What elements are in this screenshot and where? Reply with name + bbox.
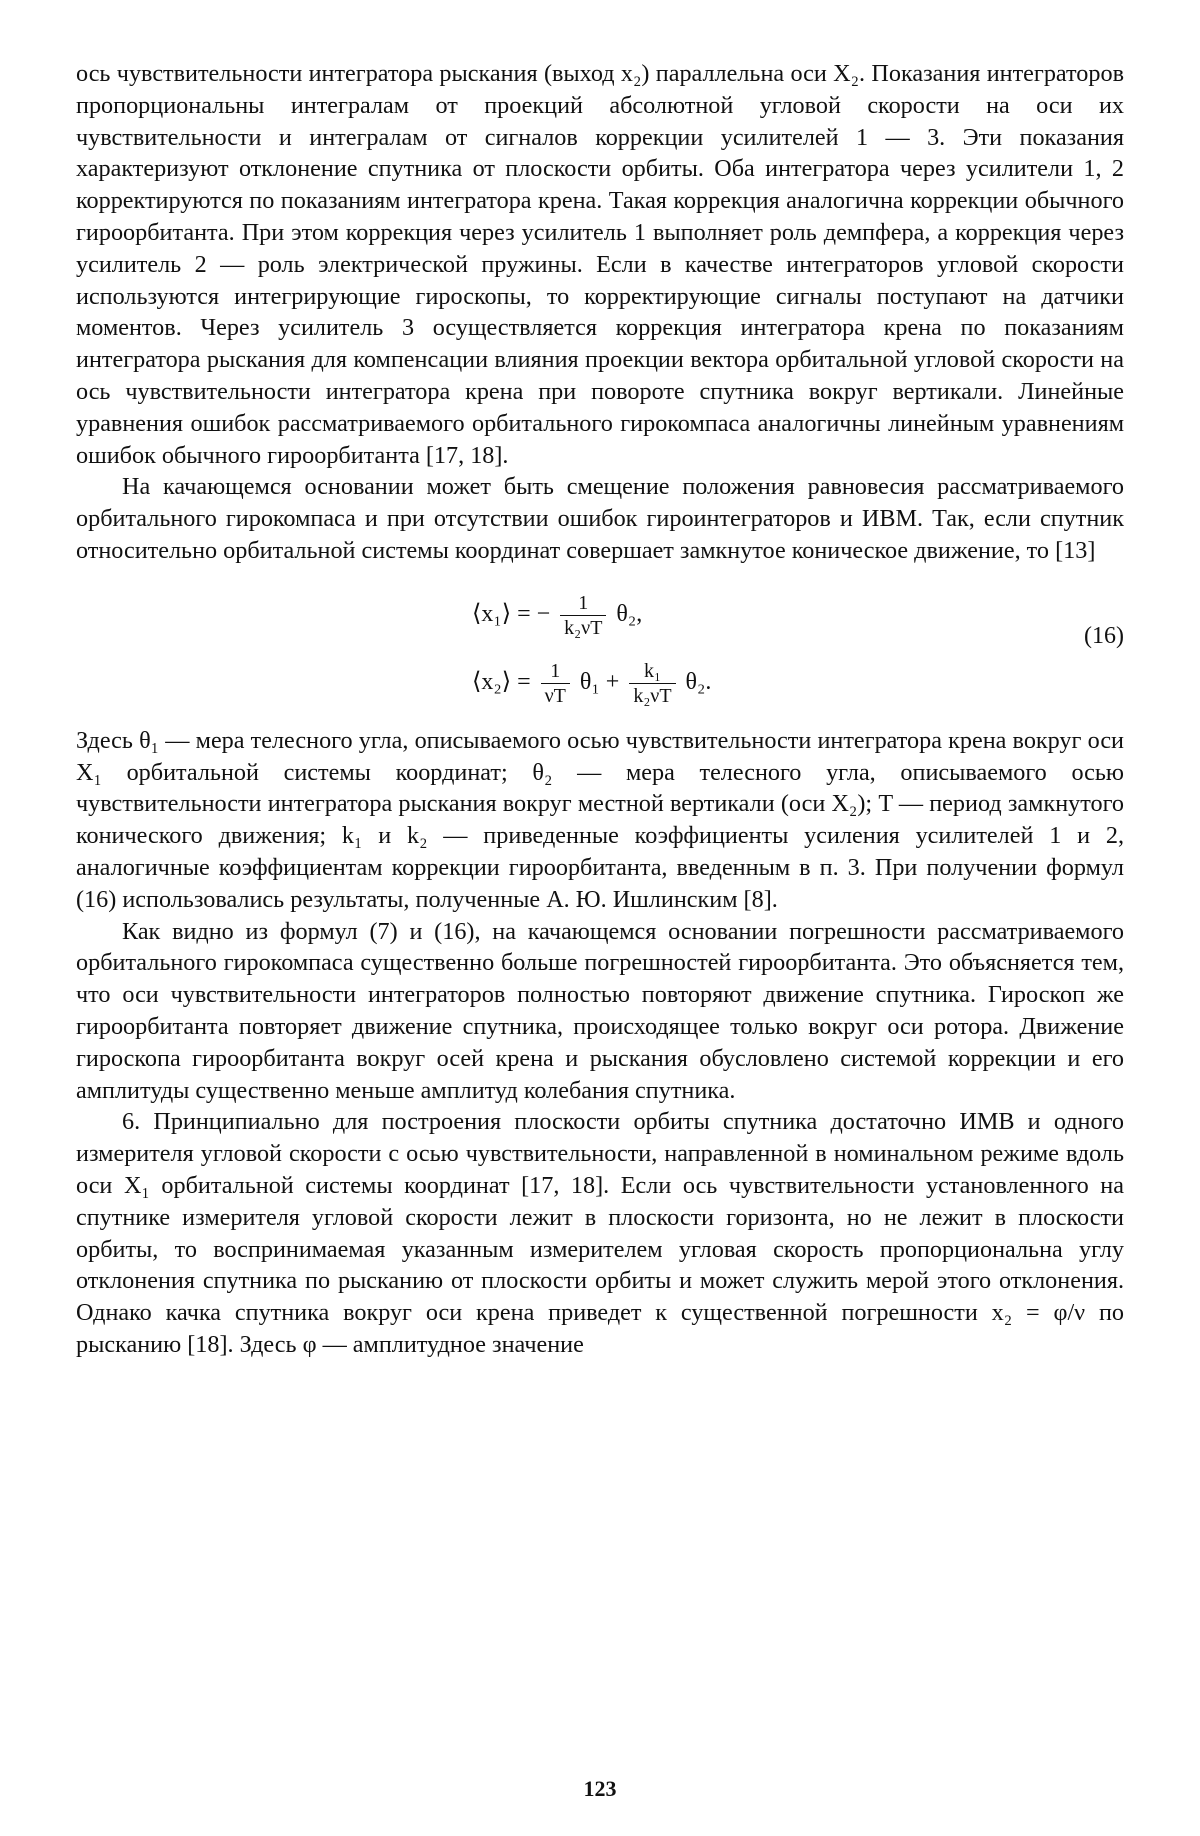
formula-2-denominator-1: νT (544, 684, 566, 707)
page-body (76, 58, 1124, 1361)
formula-2-numerator-2: k₁ (629, 659, 675, 684)
equation-number: (16) (1084, 622, 1124, 649)
page-number: 123 (583, 1776, 617, 1801)
formula-1-numerator: 1 (560, 591, 606, 616)
formula-2-mid: θ₁ + (579, 668, 620, 695)
formula-2-numerator-1: 1 (541, 659, 570, 684)
formula-1-lhs: ⟨x₁⟩ = − (472, 600, 551, 627)
paragraph-3: Здесь θ₁ — мера телесного угла, описываемого осью чувствительности интегратора крена вокруг оси X₁ орбитальной системы координат; θ₂ — мера телесного угла, описываемого осью чувствительности интегратора рыскания вокруг местной вертикали (оси X₂); T — период замкнутого конического движения; k₁ и k₂ — приведенные коэффициенты усиления усилителей 1 и 2, аналогичные коэффициентам коррекции гироорбитанта, введенным в п. 3. При получении формул (16) использовались результаты, полученные А. Ю. Ишлинским [8]. (76, 726, 1124, 913)
formula-line-2 (472, 659, 711, 708)
paragraph-1: ось чувствительности интегратора рыскания (выход x₂) параллельна оси X₂. Показания интеграторов пропорциональны интегралам от проекций абсолютной угловой скорости на оси их чувствительности и интегралам от сигналов коррекции усилителей 1 — 3. Эти показания характеризуют отклонение спутника от плоскости орбиты. Оба интегратора через усилители 1, 2 корректируются по показаниям интегратора крена. Такая коррекция аналогична коррекции обычного гироорбитанта. При этом коррекция через усилитель 1 выполняет роль демпфера, а коррекция через усилитель 2 — роль электрической пружины. Если в качестве интеграторов угловой скорости используются интегрирующие гироскопы, то корректирующие сигналы поступают на датчики моментов. Через усилитель 3 осуществляется коррекция интегратора крена по показаниям интегратора рыскания для компенсации влияния проекции вектора орбитальной угловой скорости на ось чувствительности интегратора крена при повороте спутника вокруг вертикали. Линейные уравнения ошибок рассматриваемого орбитального гирокомпаса аналогичны линейным уравнениям ошибок обычного гироорбитанта [17, 18]. (76, 60, 1124, 469)
formula-2-lhs: ⟨x₂⟩ = (472, 668, 531, 695)
formula-2-tail: θ₂. (685, 668, 712, 695)
formula-line-1 (472, 591, 642, 640)
paragraph-4: Как видно из формул (7) и (16), на качающемся основании погрешности рассматриваемого орбитального гирокомпаса существенно больше погрешностей гироорбитанта. Это объясняется тем, что оси чувствительности интеграторов полностью повторяют движение спутника. Гироскоп же гироорбитанта повторяет движение спутника, происходящее только вокруг оси ротора. Движение гироскопа гироорбитанта вокруг осей крена и рыскания обусловлено системой коррекции и его амплитуды существенно меньше амплитуд колебания спутника. (76, 917, 1124, 1104)
formula-16 (76, 571, 1124, 719)
formula-2-fraction-2 (629, 659, 675, 708)
formula-1-fraction (560, 591, 606, 640)
paragraph-5: 6. Принципиально для построения плоскости орбиты спутника достаточно ИМВ и одного измерителя угловой скорости с осью чувствительности, направленной в номинальном режиме вдоль оси X₁ орбитальной системы координат [17, 18]. Если ось чувствительности установленного на спутнике измерителя угловой скорости лежит в плоскости горизонта, но не лежит в плоскости орбиты, то воспринимаемая указанным измерителем угловая скорость пропорциональна углу отклонения спутника по рысканию от плоскости орбиты и может служить мерой этого отклонения. Однако качка спутника вокруг оси крена приведет к существенной погрешности x₂ = φ/ν по рысканию [18]. Здесь φ — амплитудное значение (76, 1108, 1124, 1358)
paragraph-2: На качающемся основании может быть смещение положения равновесия рассматриваемого орбитального гирокомпаса и при отсутствии ошибок гироинтеграторов и ИВМ. Так, если спутник относительно орбитальной системы координат совершает замкнутое коническое движение, то [13] (76, 473, 1124, 564)
formula-1-tail: θ₂, (616, 600, 643, 627)
formula-1-denominator: k₂νT (564, 616, 603, 639)
formula-2-fraction-1 (541, 659, 570, 708)
formula-2-denominator-2: k₂νT (633, 684, 672, 707)
